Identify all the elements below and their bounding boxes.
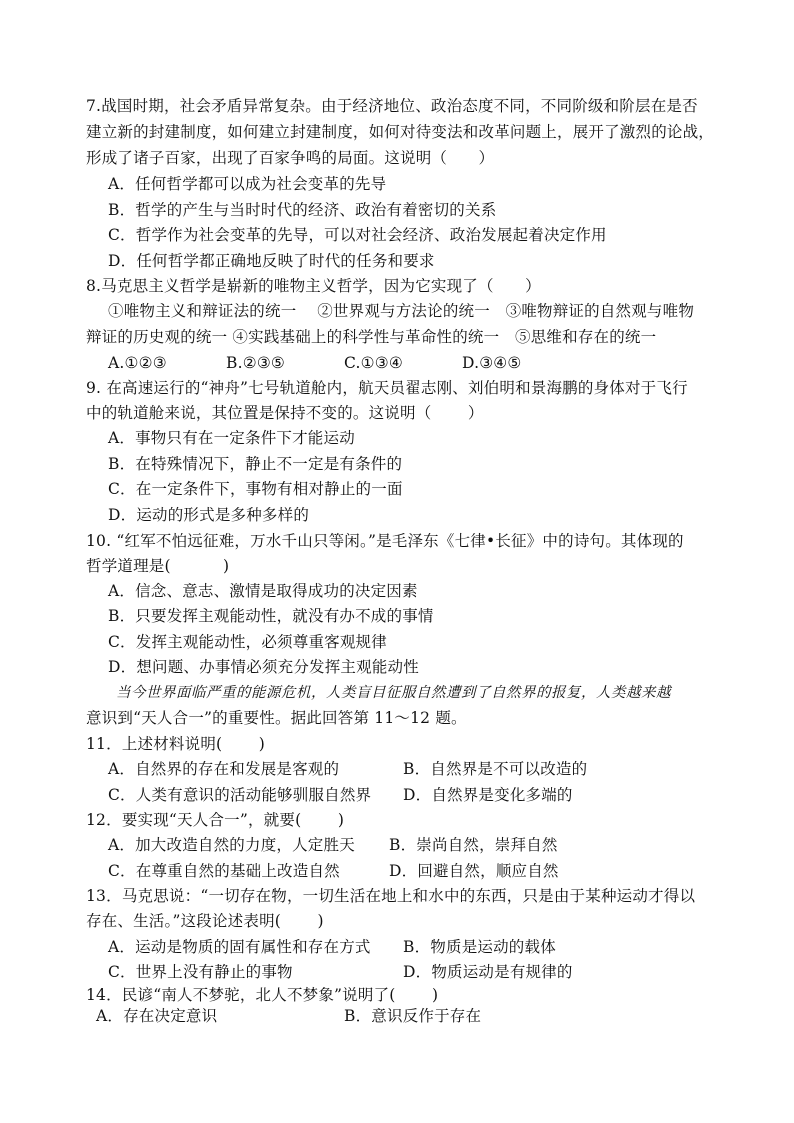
q14-option-a: A．存在决定意识: [96, 1007, 218, 1025]
q7-stem-line-2: 建立新的封建制度，如何建立封建制度，如何对待变法和改革问题上，展开了激烈的论战，: [86, 123, 715, 141]
q11-option-c: C．人类有意识的活动能够驯服自然界: [108, 786, 372, 804]
q13-option-a: A．运动是物质的固有属性和存在方式: [108, 938, 371, 956]
q10-stem-line-2: 哲学道理是( ): [86, 557, 230, 575]
q7-stem-line-1: 7.战国时期，社会矛盾异常复杂。由于经济地位、政治态度不同，不同阶级和阶层在是否: [86, 97, 698, 115]
q8-items-line-2: 辩证的历史观的统一 ④实践基础上的科学性与革命性的统一 ⑤思维和存在的统一: [86, 328, 657, 346]
q7-option-a: A．任何哲学都可以成为社会变革的先导: [108, 175, 387, 193]
q7-option-d: D．任何哲学都正确地反映了时代的任务和要求: [108, 252, 435, 270]
q10-option-d: D．想问题、办事情必须充分发挥主观能动性: [108, 658, 419, 676]
q10-option-a: A．信念、意志、激情是取得成功的决定因素: [108, 582, 418, 600]
q9-option-b: B．在特殊情况下，静止不一定是有条件的: [108, 455, 403, 473]
q8-options: [108, 353, 580, 373]
q9-option-c: C．在一定条件下，事物有相对静止的一面: [108, 480, 403, 498]
q11-option-b: B．自然界是不可以改造的: [403, 760, 588, 778]
q7-stem-line-3: 形成了诸子百家，出现了百家争鸣的局面。这说明（ ）: [86, 149, 495, 167]
q12-option-c: C．在尊重自然的基础上改造自然: [108, 862, 340, 880]
q12-stem: 12．要实现“天人合一”，就要( ): [86, 811, 345, 829]
q7-option-b: B．哲学的产生与当时时代的经济、政治有着密切的关系: [108, 201, 497, 219]
q13-stem-line-1: 13．马克思说：“一切存在物，一切生活在地上和水中的东西，只是由于某种运动才得以: [86, 887, 696, 905]
material-line-1: 当今世界面临严重的能源危机，人类盲目征服自然遭到了自然界的报复，人类越来越: [116, 685, 671, 701]
q10-option-b: B．只要发挥主观能动性，就没有办不成的事情: [108, 607, 434, 625]
q13-option-d: D．物质运动是有规律的: [403, 963, 573, 981]
q7-option-c: C．哲学作为社会变革的先导，可以对社会经济、政治发展起着决定作用: [108, 226, 607, 244]
q10-option-c: C．发挥主观能动性，必须尊重客观规律: [108, 633, 387, 651]
q8-stem: 8.马克思主义哲学是崭新的唯物主义哲学，因为它实现了（ ）: [86, 277, 541, 295]
q12-option-a: A．加大改造自然的力度，人定胜天: [108, 836, 355, 854]
q13-option-b: B．物质是运动的载体: [403, 938, 556, 956]
q8-items-line-1: ①唯物主义和辩证法的统一 ②世界观与方法论的统一 ③唯物辩证的自然观与唯物: [108, 302, 695, 320]
q9-option-d: D．运动的形式是多种多样的: [108, 506, 310, 524]
q8-option-b: B.②③⑤: [226, 354, 286, 372]
q8-option-d: D.③④⑤: [462, 354, 522, 372]
q11-option-a: A．自然界的存在和发展是客观的: [108, 760, 340, 778]
q9-option-a: A．事物只有在一定条件下才能运动: [108, 429, 355, 447]
q14-stem: 14．民谚“南人不梦驼，北人不梦象”说明了( ): [86, 986, 439, 1004]
q11-option-d: D．自然界是变化多端的: [403, 786, 573, 804]
q13-option-c: C．世界上没有静止的事物: [108, 963, 293, 981]
q8-option-a: A.①②③: [108, 354, 167, 372]
q12-option-d: D．回避自然，顺应自然: [389, 862, 559, 880]
q13-stem-line-2: 存在、生活。”这段论述表明( ): [86, 912, 324, 930]
q10-stem-line-1: 10. “红军不怕远征难，万水千山只等闲。”是毛泽东《七律•长征》中的诗句。其体现的: [86, 532, 684, 550]
material-line-2: 意识到“天人合一”的重要性。据此回答第 11～12 题。: [86, 709, 467, 727]
q8-option-c: C.①③④: [344, 354, 403, 372]
q9-stem-line-2: 中的轨道舱来说，其位置是保持不变的。这说明（ ）: [86, 404, 484, 422]
q11-stem: 11．上述材料说明( ): [86, 735, 266, 753]
q9-stem-line-1: 9. 在高速运行的“神舟”七号轨道舱内，航天员翟志刚、刘伯明和景海鹏的身体对于飞行: [86, 379, 688, 397]
q14-option-b: B．意识反作于存在: [344, 1007, 482, 1025]
q12-option-b: B．崇尚自然，崇拜自然: [389, 836, 558, 854]
